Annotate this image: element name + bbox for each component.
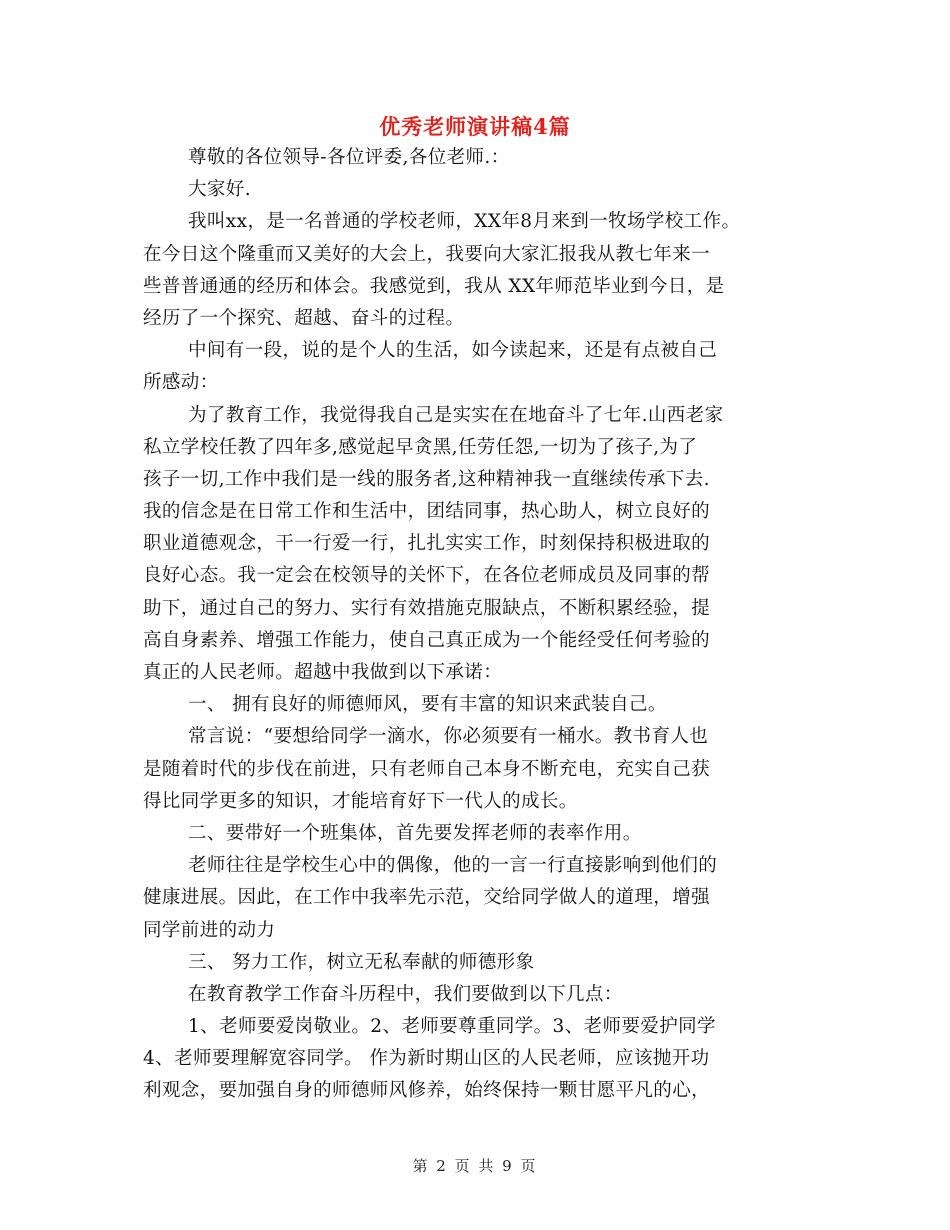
text-line: 中间有一段，说的是个人的生活，如今读起来，还是有点被自己 — [188, 340, 718, 362]
text-line: 在今日这个隆重而又美好的大会上，我要向大家汇报我从教七年来一 — [143, 243, 711, 265]
text-line: 孩子一切,工作中我们是一线的服务者,这种精神我一直继续传承下去. — [143, 468, 710, 490]
text-line: 尊敬的各位领导-各位评委,各位老师.： — [188, 147, 510, 168]
text-line: 健康进展。因此，在工作中我率先示范，交给同学做人的道理，增强 — [143, 887, 711, 909]
text-line: 些普普通通的经历和体会。我感觉到，我从 XX年师范毕业到今日，是 — [143, 275, 725, 297]
text-line: 利观念，要加强自身的师德师风修养，始终保持一颗甘愿平凡的心， — [143, 1080, 711, 1102]
text-line: 良好心态。我一定会在校领导的关怀下，在各位老师成员及同事的帮 — [143, 565, 711, 587]
text-line: 老师往往是学校生心中的偶像，他的一言一行直接影响到他们的 — [188, 855, 718, 877]
text-line: 为了教育工作，我觉得我自己是实实在在地奋斗了七年.山西老家 — [188, 404, 724, 426]
text-line: 得比同学更多的知识，才能培育好下一代人的成长。 — [143, 790, 578, 812]
text-line: 1、老师要爱岗敬业。2、老师要尊重同学。3、老师要爱护同学 — [188, 1016, 716, 1038]
text-line: 三、 努力工作，树立无私奉献的师德形象 — [188, 951, 535, 973]
text-line: 一、 拥有良好的师德师风，要有丰富的知识来武装自己。 — [188, 694, 667, 716]
text-line: 经历了一个探究、超越、奋斗的过程。 — [143, 307, 465, 329]
text-line: 高自身素养、增强工作能力，使自己真正成为一个能经受任何考验的 — [143, 629, 711, 651]
text-line: 同学前进的动力 — [143, 919, 276, 941]
text-line: 4、老师要理解宽容同学。 作为新时期山区的人民老师，应该抛开功 — [143, 1048, 710, 1070]
page-footer: 第 2 页 共 9 页 — [412, 1157, 538, 1175]
text-line: 大家好. — [188, 179, 251, 201]
text-line: 助下，通过自己的努力、实行有效措施克服缺点，不断积累经验，提 — [143, 597, 711, 619]
text-line: 是随着时代的步伐在前进，只有老师自己本身不断充电，充实自己获 — [143, 758, 711, 780]
document-body — [143, 142, 823, 1108]
text-line: 所感动： — [143, 372, 219, 394]
text-line: 在教育教学工作奋斗历程中，我们要做到以下几点： — [188, 983, 623, 1005]
text-line: 我叫xx，是一名普通的学校老师，XX年8月来到一牧场学校工作。 — [188, 211, 741, 233]
text-line: 职业道德观念，干一行爱一行，扎扎实实工作，时刻保持积极进取的 — [143, 533, 711, 555]
text-line: 私立学校任教了四年多,感觉起早贪黑,任劳任怨,一切为了孩子,为了 — [143, 436, 698, 458]
text-line: 真正的人民老师。超越中我做到以下承诺： — [143, 662, 503, 683]
text-line: 二、要带好一个班集体，首先要发挥老师的表率作用。 — [188, 822, 642, 844]
document-title: 优秀老师演讲稿4篇 — [379, 114, 571, 139]
text-line: 常言说：“要想给同学一滴水，你必须要有一桶水。教书育人也 — [188, 726, 709, 748]
text-line: 我的信念是在日常工作和生活中，团结同事，热心助人，树立良好的 — [143, 501, 711, 523]
